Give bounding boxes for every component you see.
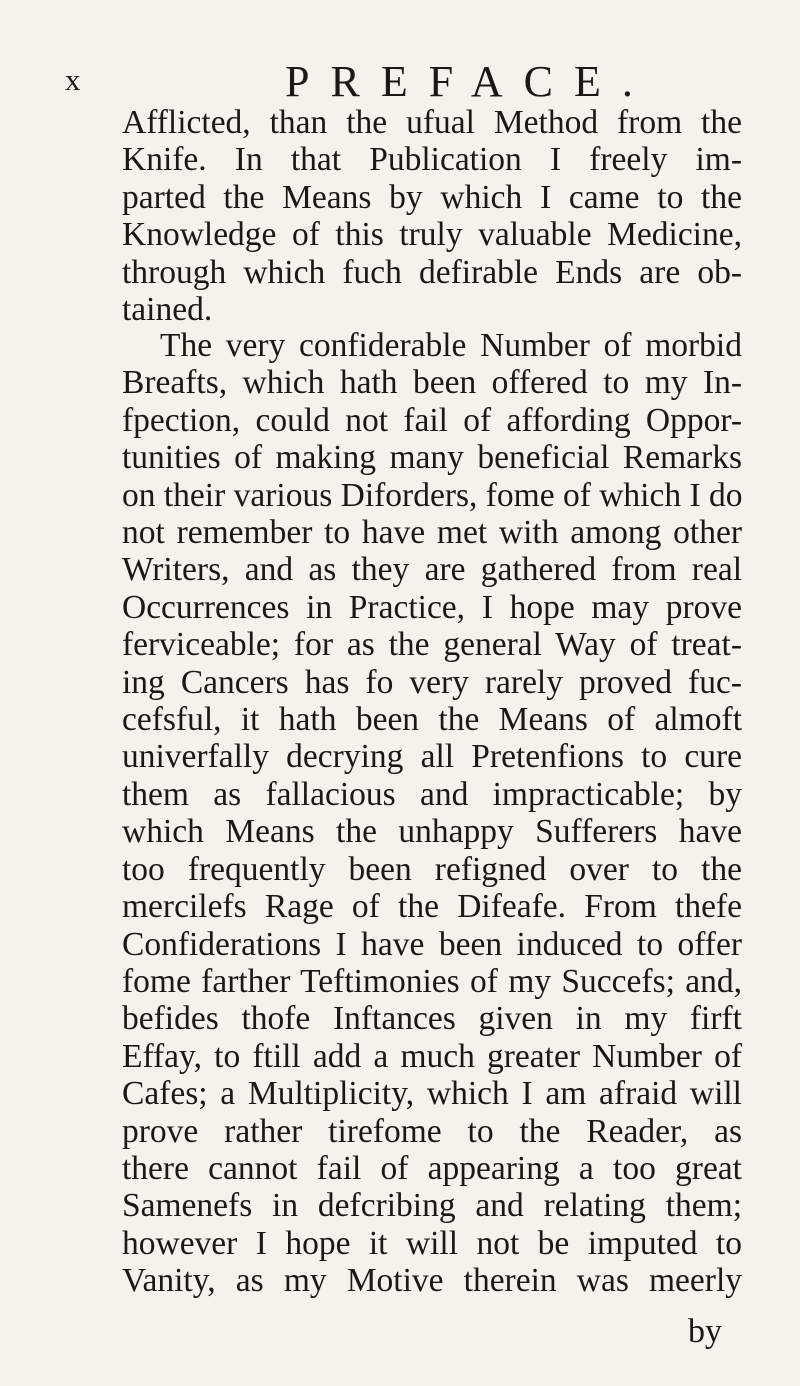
text-line: Knowledge of this truly valuable Medicine, xyxy=(122,216,742,254)
text-line: Breafts, which hath been offered to my In- xyxy=(122,364,742,402)
text-line: not remember to have met with among other xyxy=(122,514,742,552)
text-line: The very confiderable Number of morbid xyxy=(160,327,742,364)
running-head: PREFACE. xyxy=(285,57,654,106)
page-header xyxy=(65,56,765,106)
text-line: on their various Diforders, fome of which I do xyxy=(122,476,743,514)
paragraph-2 xyxy=(122,327,742,1300)
text-line: there cannot fail of appearing a too great xyxy=(122,1149,742,1187)
text-line: ing Cancers has fo very rarely proved fuc- xyxy=(122,663,742,701)
text-line: however I hope it will not be imputed to xyxy=(122,1224,742,1262)
text-line: Writers, and as they are gathered from real xyxy=(122,551,742,589)
text-line: Afflicted, than the ufual Method from the xyxy=(122,104,742,141)
text-line: which Means the unhappy Sufferers have xyxy=(122,813,742,851)
text-line: mercilefs Rage of the Difeafe. From thefe xyxy=(122,888,742,926)
text-line: fpection, could not fail of affording Oppor- xyxy=(122,401,742,439)
text-line: Cafes; a Multiplicity, which I am afraid will xyxy=(122,1075,742,1113)
text-line: Vanity, as my Motive therein was meerly xyxy=(122,1262,742,1300)
text-line: Knife. In that Publication I freely im- xyxy=(122,141,742,179)
text-line: ferviceable; for as the general Way of treat- xyxy=(122,626,742,664)
page-number: x xyxy=(65,62,81,97)
text-line: fome farther Teftimonies of my Succefs; and, xyxy=(122,962,742,1000)
text-line: univerfally decrying all Pretenfions to cure xyxy=(122,738,742,776)
text-line: Occurrences in Practice, I hope may prove xyxy=(122,588,742,626)
text-line: tunities of making many beneficial Remarks xyxy=(122,439,742,477)
text-line: Samenefs in defcribing and relating them; xyxy=(122,1187,742,1225)
text-line: too frequently been refigned over to the xyxy=(122,850,742,888)
paragraph-1 xyxy=(122,104,742,328)
catchword: by xyxy=(688,1313,722,1350)
text-line: prove rather tirefome to the Reader, as xyxy=(122,1112,742,1150)
text-line: Confiderations I have been induced to offer xyxy=(122,925,742,963)
text-line: them as fallacious and impracticable; by xyxy=(122,775,742,813)
text-line: through which fuch defirable Ends are ob- xyxy=(122,253,742,291)
text-line: befides thofe Inftances given in my firft xyxy=(122,1000,742,1038)
text-line: cefsful, it hath been the Means of almoft xyxy=(122,701,742,739)
text-line: tained. xyxy=(122,291,213,329)
text-line: parted the Means by which I came to the xyxy=(122,178,742,216)
text-line: Effay, to ftill add a much greater Number of xyxy=(122,1037,742,1075)
